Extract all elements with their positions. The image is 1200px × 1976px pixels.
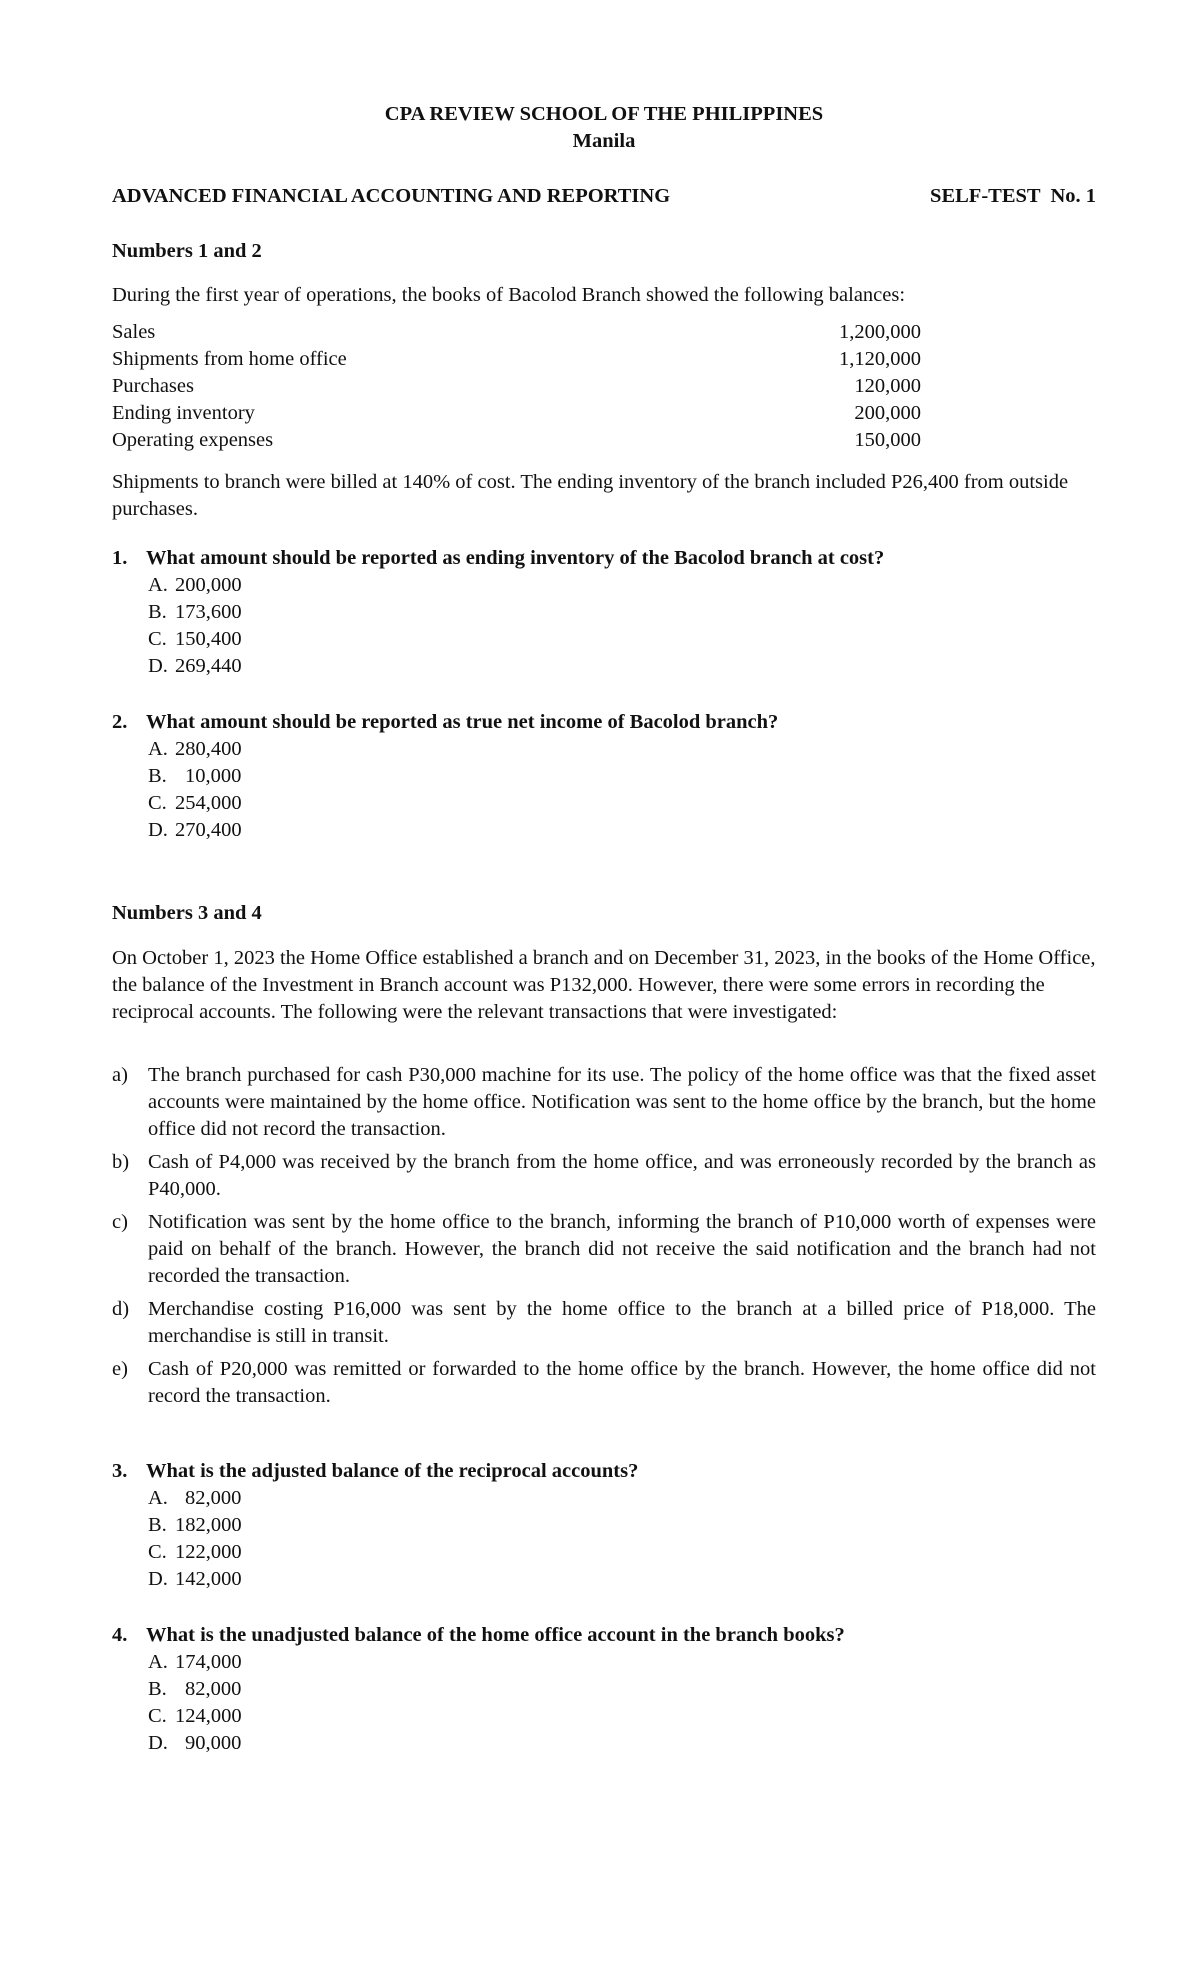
errors-list [112,1062,1096,1416]
choice[interactable]: C. 254,000 [148,792,242,814]
balance-row: Ending inventory 200,000 [112,402,921,424]
section1-note: Shipments to branch were billed at 140% of cost. The ending inventory of the branch included P26,400 from outside purchases. [112,471,1069,520]
choices-list [148,736,1096,844]
choices-list [148,1649,1096,1757]
choice[interactable]: D. 90,000 [148,1732,242,1754]
balance-row: Operating expenses 150,000 [112,429,921,451]
choice[interactable]: C. 122,000 [148,1541,242,1563]
question-text: What amount should be reported as true net income of Bacolod branch? [146,711,779,733]
choice[interactable]: B. 10,000 [148,765,242,787]
choice[interactable]: A. 200,000 [148,574,242,596]
section-title-2: Numbers 3 and 4 [112,902,262,924]
question-number: 3. [112,1460,128,1482]
choices-list [148,1485,1096,1593]
question-4 [112,1622,1096,1757]
choice[interactable]: A. 174,000 [148,1651,242,1673]
balance-row: Sales 1,200,000 [112,321,921,343]
school-name: CPA REVIEW SCHOOL OF THE PHILIPPINES [384,103,824,125]
choice[interactable]: B. 173,600 [148,601,242,623]
question-text: What is the adjusted balance of the reciprocal accounts? [146,1460,639,1482]
course-title: ADVANCED FINANCIAL ACCOUNTING AND REPORTING [112,185,671,207]
section1-intro: During the first year of operations, the books of Bacolod Branch showed the following balances: [112,284,906,306]
question-3 [112,1458,1096,1593]
choice[interactable]: B. 82,000 [148,1678,242,1700]
question-text: What is the unadjusted balance of the home office account in the branch books? [146,1624,845,1646]
choice[interactable]: A. 280,400 [148,738,242,760]
section-title-1: Numbers 1 and 2 [112,240,262,262]
question-text: What amount should be reported as ending inventory of the Bacolod branch at cost? [146,547,885,569]
question-number: 1. [112,547,128,569]
list-item: d) Merchandise costing P16,000 was sent by the home office to the branch at a billed price of P18,000. The merchandise is still in transit. [112,1298,1096,1347]
balance-row: Purchases 120,000 [112,375,921,397]
choice[interactable]: D. 142,000 [148,1568,242,1590]
question-number: 4. [112,1624,128,1646]
choice[interactable]: C. 150,400 [148,628,242,650]
choice[interactable]: C. 124,000 [148,1705,242,1727]
choice[interactable]: D. 269,440 [148,655,242,677]
choice[interactable]: D. 270,400 [148,819,242,841]
list-item: c) Notification was sent by the home office to the branch, informing the branch of P10,000 worth of expenses were paid on behalf of the branch. However, the branch did not receive the said notification and the branch had not recorded the transaction. [112,1211,1096,1287]
balance-row: Shipments from home office 1,120,000 [112,348,921,370]
choices-list [148,572,1096,680]
choice[interactable]: A. 82,000 [148,1487,242,1509]
list-item: a) The branch purchased for cash P30,000 machine for its use. The policy of the home office was that the fixed asset accounts were maintained by the home office. Notification was sent to the home office by the branch, but the home office did not record the transaction. [112,1064,1096,1140]
question-number: 2. [112,711,128,733]
question-2 [112,709,1096,844]
course-header [112,183,1096,210]
balances-list [112,319,1096,454]
city: Manila [572,130,636,152]
question-1 [112,545,1096,680]
choice[interactable]: B. 182,000 [148,1514,242,1536]
test-number: SELF-TEST No. 1 [930,185,1096,207]
list-item: b) Cash of P4,000 was received by the branch from the home office, and was erroneously recorded by the branch as P40,000. [112,1151,1096,1200]
section2-intro: On October 1, 2023 the Home Office established a branch and on December 31, 2023, in the books of the Home Office, the balance of the Investment in Branch account was P132,000. However, there were some errors in recording the reciprocal accounts. The following were the relevant transactions that were investigated: [112,947,1096,1023]
list-item: e) Cash of P20,000 was remitted or forwarded to the home office by the branch. However, the home office did not record the transaction. [112,1358,1096,1407]
